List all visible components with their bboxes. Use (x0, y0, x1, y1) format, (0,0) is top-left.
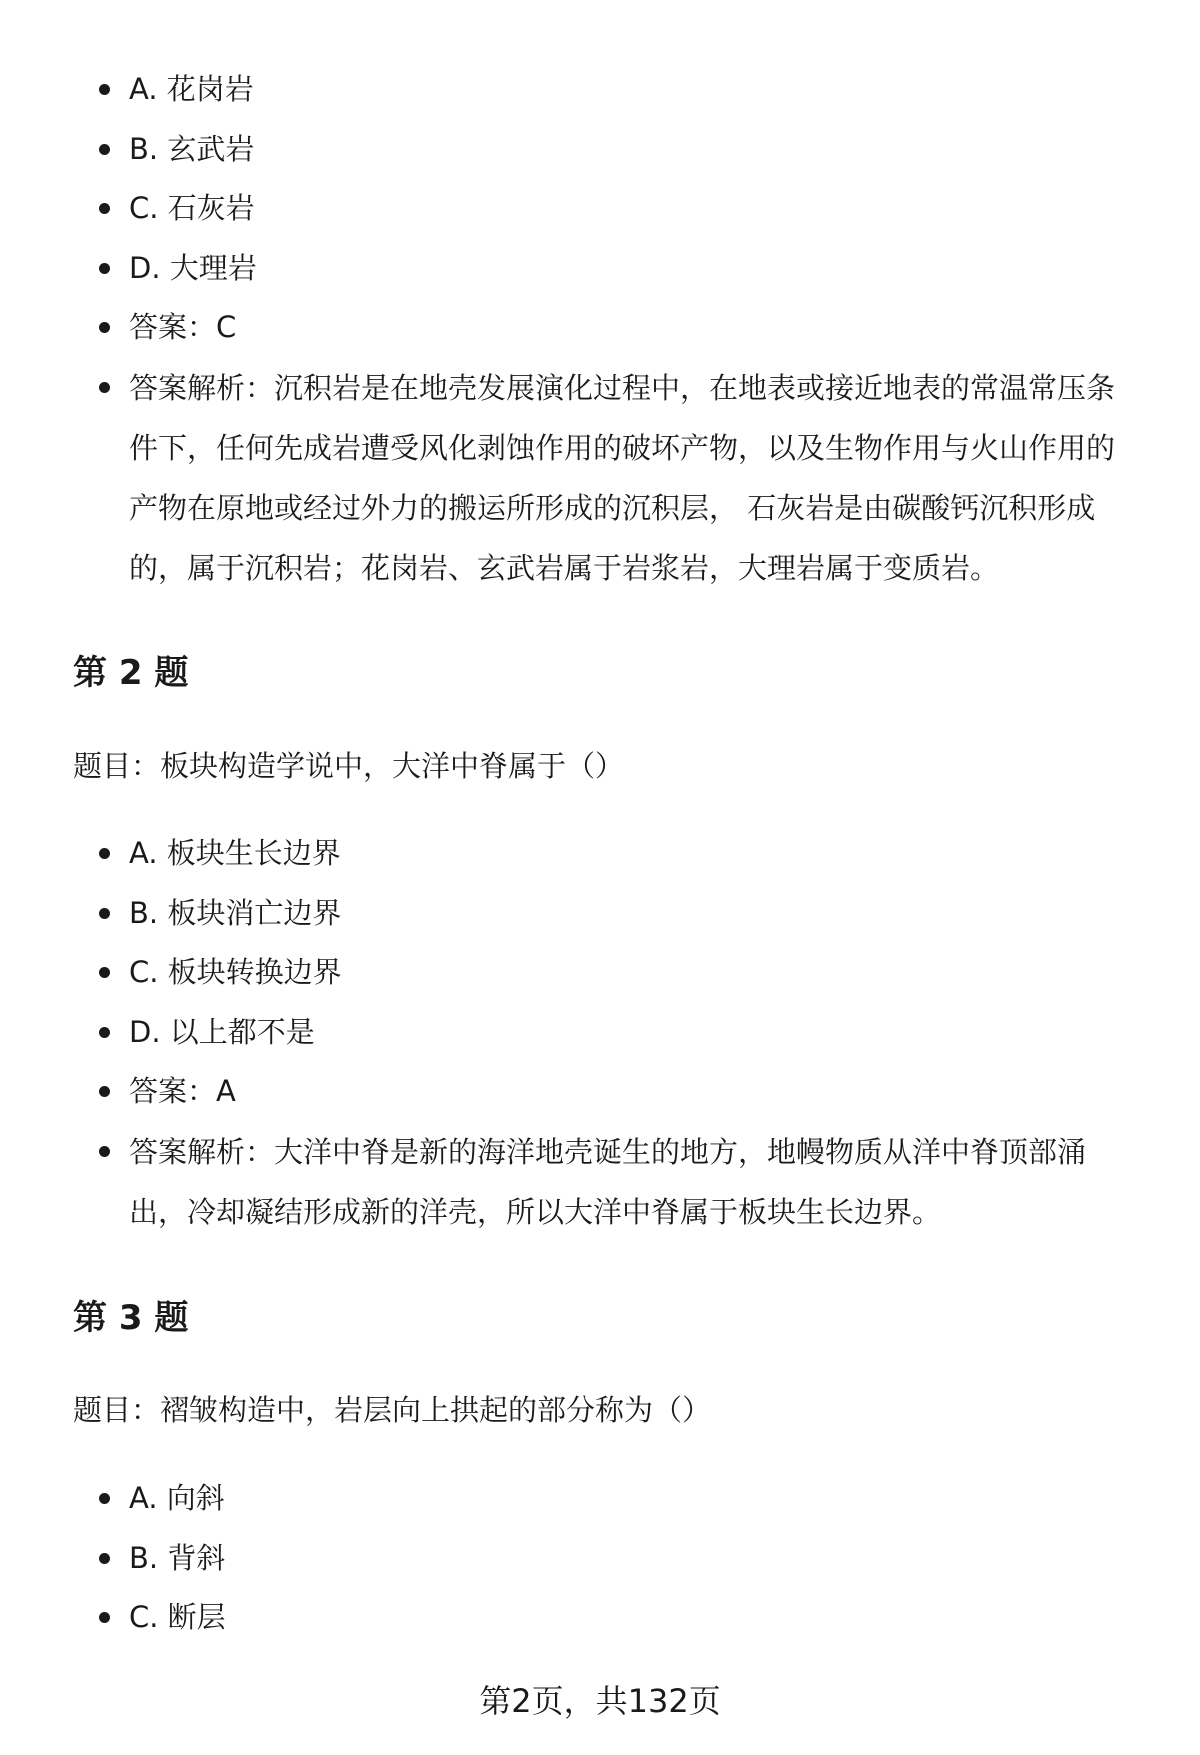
q1-option-a: A. 花岗岩 (73, 60, 1153, 120)
question-2-options (73, 824, 1153, 1242)
question-2-block (73, 824, 1153, 1242)
q2-explanation: 答案解析：大洋中脊是新的海洋地壳诞生的地方，地幔物质从洋中脊顶部涌出，冷却凝结形成新的洋壳，所以大洋中脊属于板块生长边界。 (73, 1122, 1153, 1242)
question-3-options (73, 1469, 1153, 1648)
question-2-text: 题目：板块构造学说中，大洋中脊属于（） (73, 749, 625, 783)
q2-option-a: A. 板块生长边界 (73, 824, 1153, 884)
question-2-title: 第 2 题 (73, 653, 189, 693)
question-3-text: 题目：褶皱构造中，岩层向上拱起的部分称为（） (73, 1393, 712, 1427)
q2-option-d: D. 以上都不是 (73, 1003, 1153, 1063)
q1-explanation: 答案解析：沉积岩是在地壳发展演化过程中，在地表或接近地表的常温常压条件下，任何先成岩遭受风化剥蚀作用的破坏产物，以及生物作用与火山作用的产物在原地或经过外力的搬运所形成的沉积层， 石灰岩是由碳酸钙沉积形成的，属于沉积岩；花岗岩、玄武岩属于岩浆岩，大理岩属于变质岩。 (73, 358, 1153, 598)
question-3-block (73, 1469, 1153, 1648)
q3-option-a: A. 向斜 (73, 1469, 1153, 1529)
q1-answer: 答案：C (73, 298, 1153, 358)
q2-option-b: B. 板块消亡边界 (73, 884, 1153, 944)
question-1-block (73, 60, 1153, 598)
q1-option-d: D. 大理岩 (73, 239, 1153, 299)
question-1-options (73, 60, 1153, 598)
q2-answer: 答案：A (73, 1062, 1153, 1122)
q3-option-c: C. 断层 (73, 1588, 1153, 1648)
q1-option-c: C. 石灰岩 (73, 179, 1153, 239)
q1-option-b: B. 玄武岩 (73, 120, 1153, 180)
q3-option-b: B. 背斜 (73, 1529, 1153, 1589)
page-footer: 第2页，共132页 (479, 1682, 721, 1720)
question-3-title: 第 3 题 (73, 1298, 189, 1338)
q2-option-c: C. 板块转换边界 (73, 943, 1153, 1003)
